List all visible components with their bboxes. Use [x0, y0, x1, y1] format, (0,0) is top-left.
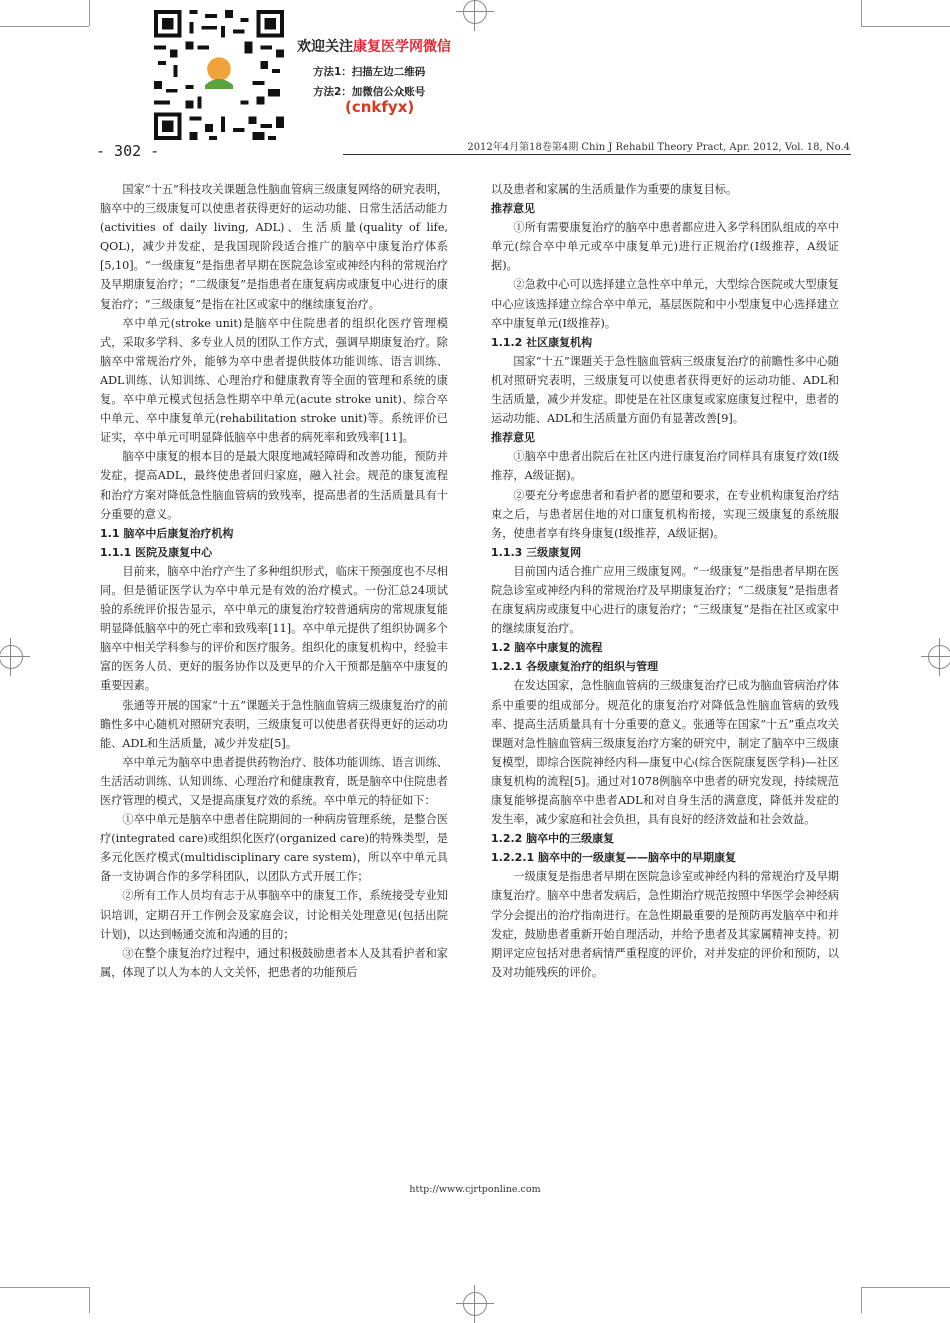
paragraph: 目前国内适合推广应用三级康复网。“一级康复”是指患者早期在医院急诊室或神经内科的常规治疗及早期康复治疗；“二级康复”是指患者在康复病房或康复中心进行的康复治疗；“三级康复”是指在社区或家中的继续康复治疗。 — [491, 564, 839, 636]
paragraph: 脑卒中康复的根本目的是最大限度地减轻障碍和改善功能，预防并发症，提高ADL，最终使患者回归家庭，融入社会。规范的康复流程和治疗方案对降低急性脑血管病的致残率，提高患者的生活质量具有十分重要的意义。 — [100, 450, 448, 521]
paragraph: ①脑卒中患者出院后在社区内进行康复治疗同样具有康复疗效(Ⅰ级推荐，A级证据)。 — [491, 450, 839, 483]
crop-mark — [861, 1287, 950, 1288]
crop-mark — [861, 26, 950, 27]
section-heading: 1.2 脑卒中康复的流程 — [491, 641, 603, 655]
paragraph: ①卒中单元是脑卒中患者住院期间的一种病房管理系统，是整合医疗(integrated care)或组织化医疗(organized care)的特殊类型，是多元化医疗模式(multidisciplinary care system)，所以卒中单元具备一支协调合作的多学科团队，以团队方式开展工作； — [100, 813, 448, 884]
paragraph: ③在整个康复治疗过程中，通过积极鼓励患者本人及其看护者和家属，体现了以人为本的人文关怀，把患者的功能预后 — [100, 946, 448, 979]
qr-code-icon — [153, 10, 285, 140]
registration-mark-right — [928, 645, 950, 669]
section-heading: 1.1.2 社区康复机构 — [491, 335, 593, 349]
crop-mark — [0, 26, 89, 27]
registration-mark-bottom — [463, 1292, 487, 1316]
section-heading: 推荐意见 — [491, 202, 535, 216]
crop-mark — [89, 1287, 90, 1313]
section-heading: 1.1 脑卒中后康复治疗机构 — [100, 526, 234, 540]
section-heading: 1.2.1 各级康复治疗的组织与管理 — [491, 660, 659, 674]
section-heading: 1.1.1 医院及康复中心 — [100, 545, 213, 559]
paragraph: 一级康复是指患者早期在医院急诊室或神经内科的常规治疗及早期康复治疗。脑卒中患者发病后，急性期治疗规范按照中华医学会神经病学分会提出的治疗指南进行。在急性期最重要的是预防再发脑卒中和并发症，鼓励患者重新开始自理活动，并给予患者及其家属精神支持。初期评定应包括对患者病情严重程度的评价，对并发症的评价和预防，以及对功能残疾的评价。 — [491, 870, 839, 979]
paragraph: 国家“十五”课题关于急性脑血管病三级康复治疗的前瞻性多中心随机对照研究表明，三级康复可以使患者获得更好的运动功能、ADL和生活质量，减少并发症。即使是在社区康复或家庭康复过程中，患者的运动功能、ADL和生活质量方面仍有显著改善[9]。 — [491, 354, 839, 426]
crop-mark — [89, 0, 90, 26]
paragraph: 卒中单元为脑卒中患者提供药物治疗、肢体功能训练、语言训练、生活活动训练、认知训练、心理治疗和健康教育，既是脑卒中住院患者医疗管理的模式，又是提高康复疗效的系统。卒中单元的特征如下： — [100, 755, 448, 807]
crop-mark — [0, 1287, 89, 1288]
promo-title: 欢迎关注康复医学网微信 — [297, 39, 451, 55]
paragraph: 张通等开展的国家“十五”课题关于急性脑血管病三级康复治疗的前瞻性多中心随机对照研究表明，三级康复可以使患者获得更好的运动功能、ADL和生活质量，减少并发症[5]。 — [100, 698, 448, 750]
footer-url: http://www.cjrtponline.com — [409, 1184, 541, 1195]
paragraph: 卒中单元(stroke unit)是脑卒中住院患者的组织化医疗管理模式，采取多学科、多专业人员的团队工作方式，强调早期康复治疗。除脑卒中常规治疗外，能够为卒中患者提供肢体功能训练、语言训练、ADL训练、认知训练、心理治疗和健康教育等全面的管理和系统的康复。卒中单元模式包括急性期卒中单元(acute stroke unit)、综合卒中单元、卒中康复单元(rehabilitation stroke unit)等。系统评价已证实，卒中单元可明显降低脑卒中患者的病死率和致残率[11]。 — [100, 316, 448, 445]
page-number: - 302 - — [96, 142, 160, 160]
paragraph: ②所有工作人员均有志于从事脑卒中的康复工作，系统接受专业知识培训，定期召开工作例会及家庭会议，讨论相关处理意见(包括出院计划)，以达到畅通交流和沟通的目的； — [100, 889, 448, 941]
right-column — [491, 180, 839, 982]
paragraph: ②急救中心可以选择建立急性卒中单元，大型综合医院或大型康复中心应该选择建立综合卒中单元，基层医院和中小型康复中心选择建立卒中康复单元(Ⅰ级推荐)。 — [491, 278, 839, 330]
paragraph: 目前来，脑卒中治疗产生了多种组织形式，临床干预强度也不尽相同。但是循证医学认为卒中单元是有效的治疗模式。一份汇总24项试验的系统评价报告显示，卒中单元的康复治疗较普通病房的常规康复能明显降低脑卒中的死亡率和致残率[11]。卒中单元提供了组织协调多个脑卒中相关学科参与的评价和医疗服务。组织化的康复机构中，经验丰富的医务人员、更好的服务协作以及更早的介入干预都是脑卒中康复的重要因素。 — [100, 564, 448, 693]
promo-method-1: 方法1：扫描左边二维码 — [313, 66, 426, 78]
crop-mark — [861, 0, 862, 26]
crop-mark — [861, 1287, 862, 1313]
journal-citation: 2012年4月第18卷第4期 Chin J Rehabil Theory Pract, Apr. 2012, Vol. 18, No.4 — [467, 142, 850, 153]
section-heading: 1.2.2 脑卒中的三级康复 — [491, 832, 615, 846]
paragraph: ②要充分考虑患者和看护者的愿望和要求，在专业机构康复治疗结束之后，与患者居住地的对口康复机构衔接，实现三级康复的系统服务，使患者享有终身康复(Ⅰ级推荐，A级证据)。 — [491, 488, 839, 540]
section-heading: 推荐意见 — [491, 431, 535, 445]
registration-mark-top — [463, 0, 487, 24]
section-heading: 1.1.3 三级康复网 — [491, 545, 582, 559]
section-heading: 1.2.2.1 脑卒中的一级康复——脑卒中的早期康复 — [491, 851, 736, 865]
header-rule — [343, 154, 851, 155]
paragraph: 在发达国家，急性脑血管病的三级康复治疗已成为脑血管病治疗体系中重要的组成部分。规范化的康复治疗对降低急性脑血管病的致残率、提高生活质量具有十分重要的意义。张通等在国家“十五”重点攻关课题对急性脑血管病三级康复治疗方案的研究中，制定了脑卒中三级康复模型，即综合医院神经内科—康复中心(综合医院康复医学科)—社区康复机构的流程[5]。通过对1078例脑卒中患者的研究发现，持续规范康复能够提高脑卒中患者ADL和对自身生活的满意度，降低并发症的发生率，减少家庭和社会负担，具有良好的经济效益和社会效益。 — [491, 679, 839, 827]
left-column — [100, 180, 448, 982]
paragraph: ①所有需要康复治疗的脑卒中患者都应进入多学科团队组成的卒中单元(综合卒中单元或卒中康复单元)进行正规治疗(Ⅰ级推荐，A级证据)。 — [491, 221, 839, 273]
paragraph: 以及患者和家属的生活质量作为重要的康复目标。 — [491, 183, 738, 196]
registration-mark-left — [0, 645, 23, 669]
promo-handle: (cnkfyx) — [345, 98, 415, 116]
paragraph: 国家“十五”科技攻关课题急性脑血管病三级康复网络的研究表明，脑卒中的三级康复可以使患者获得更好的运动功能、日常生活活动能力(activities of daily living, ADL)、生活质量(quality of life, QOL)，减少并发症，是我国现阶段适合推广的脑卒中康复治疗体系[5,10]。“一级康复”是指患者早期在医院急诊室或神经内科的常规治疗及早期康复治疗；“二级康复”是指患者在康复病房或康复中心进行的康复治疗；“三级康复”是指在社区或家中的继续康复治疗。 — [100, 183, 448, 311]
promo-method-2: 方法2：加微信公众账号 — [313, 86, 426, 98]
